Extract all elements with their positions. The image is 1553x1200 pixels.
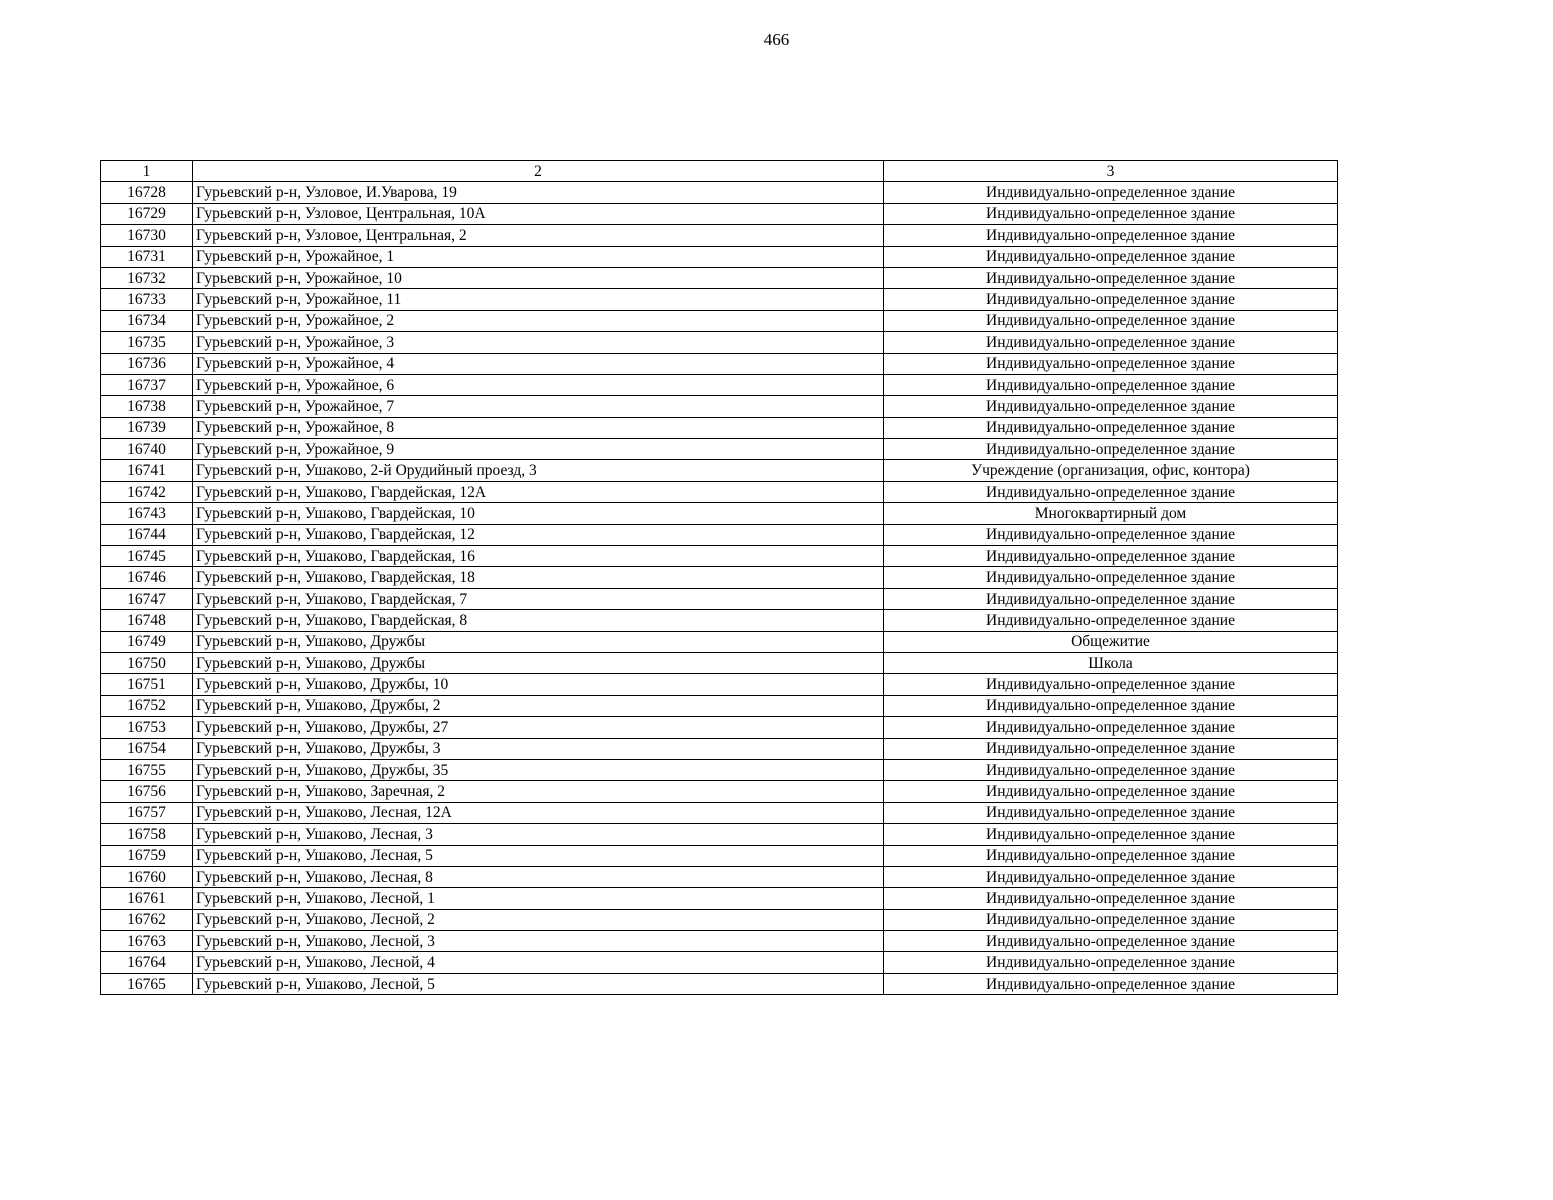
building-type-cell: Индивидуально-определенное здание: [884, 781, 1338, 802]
table-row: [101, 567, 1338, 588]
building-type-cell: Индивидуально-определенное здание: [884, 759, 1338, 780]
address-cell: Гурьевский р-н, Урожайное, 9: [193, 439, 884, 460]
building-type-cell: Индивидуально-определенное здание: [884, 802, 1338, 823]
address-cell: Гурьевский р-н, Ушаково, Дружбы, 10: [193, 674, 884, 695]
address-cell: Гурьевский р-н, Ушаково, Гвардейская, 7: [193, 588, 884, 609]
table-row: [101, 738, 1338, 759]
address-cell: Гурьевский р-н, Ушаково, Дружбы: [193, 631, 884, 652]
table-row: [101, 310, 1338, 331]
row-number-cell: 16741: [101, 460, 193, 481]
building-type-cell: Индивидуально-определенное здание: [884, 289, 1338, 310]
building-type-cell: Индивидуально-определенное здание: [884, 610, 1338, 631]
building-type-cell: Индивидуально-определенное здание: [884, 439, 1338, 460]
row-number-cell: 16735: [101, 332, 193, 353]
row-number-cell: 16738: [101, 396, 193, 417]
address-cell: Гурьевский р-н, Урожайное, 8: [193, 417, 884, 438]
building-type-cell: Индивидуально-определенное здание: [884, 824, 1338, 845]
row-number-cell: 16739: [101, 417, 193, 438]
address-cell: Гурьевский р-н, Ушаково, Дружбы, 3: [193, 738, 884, 759]
table-row: [101, 759, 1338, 780]
table-row: [101, 460, 1338, 481]
table-row: [101, 524, 1338, 545]
building-type-cell: Индивидуально-определенное здание: [884, 481, 1338, 502]
row-number-cell: 16744: [101, 524, 193, 545]
row-number-cell: 16754: [101, 738, 193, 759]
building-type-cell: Индивидуально-определенное здание: [884, 845, 1338, 866]
address-cell: Гурьевский р-н, Ушаково, Гвардейская, 8: [193, 610, 884, 631]
table-row: [101, 674, 1338, 695]
row-number-cell: 16764: [101, 952, 193, 973]
column-header-3: 3: [884, 161, 1338, 182]
building-type-cell: Индивидуально-определенное здание: [884, 225, 1338, 246]
address-cell: Гурьевский р-н, Ушаково, Гвардейская, 12А: [193, 481, 884, 502]
building-type-cell: Индивидуально-определенное здание: [884, 952, 1338, 973]
row-number-cell: 16757: [101, 802, 193, 823]
building-type-cell: Индивидуально-определенное здание: [884, 909, 1338, 930]
table-row: [101, 267, 1338, 288]
row-number-cell: 16743: [101, 503, 193, 524]
building-type-cell: Индивидуально-определенное здание: [884, 588, 1338, 609]
building-type-cell: Индивидуально-определенное здание: [884, 866, 1338, 887]
building-type-cell: Индивидуально-определенное здание: [884, 182, 1338, 203]
table-row: [101, 353, 1338, 374]
address-cell: Гурьевский р-н, Ушаково, Заречная, 2: [193, 781, 884, 802]
table-row: [101, 717, 1338, 738]
building-type-cell: Многоквартирный дом: [884, 503, 1338, 524]
building-type-cell: Индивидуально-определенное здание: [884, 973, 1338, 994]
table-row: [101, 695, 1338, 716]
column-header-1: 1: [101, 161, 193, 182]
row-number-cell: 16765: [101, 973, 193, 994]
table-row: [101, 417, 1338, 438]
building-type-cell: Индивидуально-определенное здание: [884, 931, 1338, 952]
table-row: [101, 610, 1338, 631]
table-row: [101, 973, 1338, 994]
table-row: [101, 396, 1338, 417]
address-cell: Гурьевский р-н, Урожайное, 1: [193, 246, 884, 267]
row-number-cell: 16732: [101, 267, 193, 288]
row-number-cell: 16750: [101, 652, 193, 673]
building-type-cell: Индивидуально-определенное здание: [884, 396, 1338, 417]
table-row: [101, 203, 1338, 224]
address-cell: Гурьевский р-н, Урожайное, 4: [193, 353, 884, 374]
table-row: [101, 503, 1338, 524]
row-number-cell: 16760: [101, 866, 193, 887]
address-cell: Гурьевский р-н, Ушаково, Лесная, 12А: [193, 802, 884, 823]
registry-table: [100, 160, 1338, 995]
building-type-cell: Индивидуально-определенное здание: [884, 374, 1338, 395]
row-number-cell: 16756: [101, 781, 193, 802]
table-row: [101, 289, 1338, 310]
address-cell: Гурьевский р-н, Ушаково, Лесной, 5: [193, 973, 884, 994]
building-type-cell: Индивидуально-определенное здание: [884, 524, 1338, 545]
address-cell: Гурьевский р-н, Урожайное, 10: [193, 267, 884, 288]
row-number-cell: 16745: [101, 546, 193, 567]
table-row: [101, 481, 1338, 502]
table-row: [101, 888, 1338, 909]
address-cell: Гурьевский р-н, Ушаково, Лесная, 8: [193, 866, 884, 887]
address-cell: Гурьевский р-н, Ушаково, 2-й Орудийный проезд, 3: [193, 460, 884, 481]
address-cell: Гурьевский р-н, Ушаково, Лесной, 2: [193, 909, 884, 930]
address-cell: Гурьевский р-н, Ушаково, Гвардейская, 16: [193, 546, 884, 567]
table-row: [101, 546, 1338, 567]
table-row: [101, 182, 1338, 203]
address-cell: Гурьевский р-н, Узловое, Центральная, 10А: [193, 203, 884, 224]
building-type-cell: Индивидуально-определенное здание: [884, 567, 1338, 588]
row-number-cell: 16733: [101, 289, 193, 310]
row-number-cell: 16729: [101, 203, 193, 224]
row-number-cell: 16748: [101, 610, 193, 631]
building-type-cell: Индивидуально-определенное здание: [884, 546, 1338, 567]
table-row: [101, 225, 1338, 246]
address-cell: Гурьевский р-н, Урожайное, 7: [193, 396, 884, 417]
table-body: [101, 182, 1338, 995]
row-number-cell: 16736: [101, 353, 193, 374]
address-cell: Гурьевский р-н, Ушаково, Дружбы, 35: [193, 759, 884, 780]
building-type-cell: Индивидуально-определенное здание: [884, 267, 1338, 288]
address-cell: Гурьевский р-н, Ушаково, Гвардейская, 10: [193, 503, 884, 524]
row-number-cell: 16740: [101, 439, 193, 460]
row-number-cell: 16763: [101, 931, 193, 952]
building-type-cell: Индивидуально-определенное здание: [884, 332, 1338, 353]
address-cell: Гурьевский р-н, Ушаково, Дружбы: [193, 652, 884, 673]
row-number-cell: 16751: [101, 674, 193, 695]
row-number-cell: 16762: [101, 909, 193, 930]
address-cell: Гурьевский р-н, Урожайное, 6: [193, 374, 884, 395]
table-row: [101, 631, 1338, 652]
address-cell: Гурьевский р-н, Узловое, И.Уварова, 19: [193, 182, 884, 203]
row-number-cell: 16734: [101, 310, 193, 331]
address-cell: Гурьевский р-н, Узловое, Центральная, 2: [193, 225, 884, 246]
table-row: [101, 246, 1338, 267]
row-number-cell: 16746: [101, 567, 193, 588]
row-number-cell: 16742: [101, 481, 193, 502]
address-cell: Гурьевский р-н, Урожайное, 3: [193, 332, 884, 353]
table-row: [101, 866, 1338, 887]
table-row: [101, 374, 1338, 395]
table-row: [101, 952, 1338, 973]
address-cell: Гурьевский р-н, Урожайное, 2: [193, 310, 884, 331]
building-type-cell: Индивидуально-определенное здание: [884, 203, 1338, 224]
row-number-cell: 16752: [101, 695, 193, 716]
building-type-cell: Индивидуально-определенное здание: [884, 417, 1338, 438]
row-number-cell: 16728: [101, 182, 193, 203]
row-number-cell: 16730: [101, 225, 193, 246]
address-cell: Гурьевский р-н, Ушаково, Лесной, 3: [193, 931, 884, 952]
building-type-cell: Индивидуально-определенное здание: [884, 888, 1338, 909]
building-type-cell: Учреждение (организация, офис, контора): [884, 460, 1338, 481]
table-row: [101, 824, 1338, 845]
building-type-cell: Индивидуально-определенное здание: [884, 674, 1338, 695]
table-row: [101, 845, 1338, 866]
row-number-cell: 16761: [101, 888, 193, 909]
table-row: [101, 781, 1338, 802]
address-cell: Гурьевский р-н, Ушаково, Дружбы, 27: [193, 717, 884, 738]
address-cell: Гурьевский р-н, Ушаково, Гвардейская, 12: [193, 524, 884, 545]
building-type-cell: Индивидуально-определенное здание: [884, 738, 1338, 759]
table-row: [101, 802, 1338, 823]
building-type-cell: Индивидуально-определенное здание: [884, 310, 1338, 331]
building-type-cell: Индивидуально-определенное здание: [884, 695, 1338, 716]
row-number-cell: 16731: [101, 246, 193, 267]
address-cell: Гурьевский р-н, Ушаково, Лесная, 5: [193, 845, 884, 866]
row-number-cell: 16737: [101, 374, 193, 395]
table-row: [101, 588, 1338, 609]
row-number-cell: 16753: [101, 717, 193, 738]
row-number-cell: 16758: [101, 824, 193, 845]
address-cell: Гурьевский р-н, Ушаково, Гвардейская, 18: [193, 567, 884, 588]
column-header-2: 2: [193, 161, 884, 182]
row-number-cell: 16749: [101, 631, 193, 652]
table-row: [101, 909, 1338, 930]
building-type-cell: Индивидуально-определенное здание: [884, 246, 1338, 267]
building-type-cell: Индивидуально-определенное здание: [884, 353, 1338, 374]
address-cell: Гурьевский р-н, Ушаково, Дружбы, 2: [193, 695, 884, 716]
address-cell: Гурьевский р-н, Ушаково, Лесной, 1: [193, 888, 884, 909]
table-row: [101, 332, 1338, 353]
row-number-cell: 16759: [101, 845, 193, 866]
table-row: [101, 931, 1338, 952]
address-cell: Гурьевский р-н, Урожайное, 11: [193, 289, 884, 310]
table-row: [101, 652, 1338, 673]
address-cell: Гурьевский р-н, Ушаково, Лесной, 4: [193, 952, 884, 973]
table-row: [101, 439, 1338, 460]
page-number: 466: [763, 30, 790, 49]
building-type-cell: Индивидуально-определенное здание: [884, 717, 1338, 738]
row-number-cell: 16747: [101, 588, 193, 609]
building-type-cell: Общежитие: [884, 631, 1338, 652]
building-type-cell: Школа: [884, 652, 1338, 673]
row-number-cell: 16755: [101, 759, 193, 780]
address-cell: Гурьевский р-н, Ушаково, Лесная, 3: [193, 824, 884, 845]
table-header-row: [101, 161, 1338, 182]
